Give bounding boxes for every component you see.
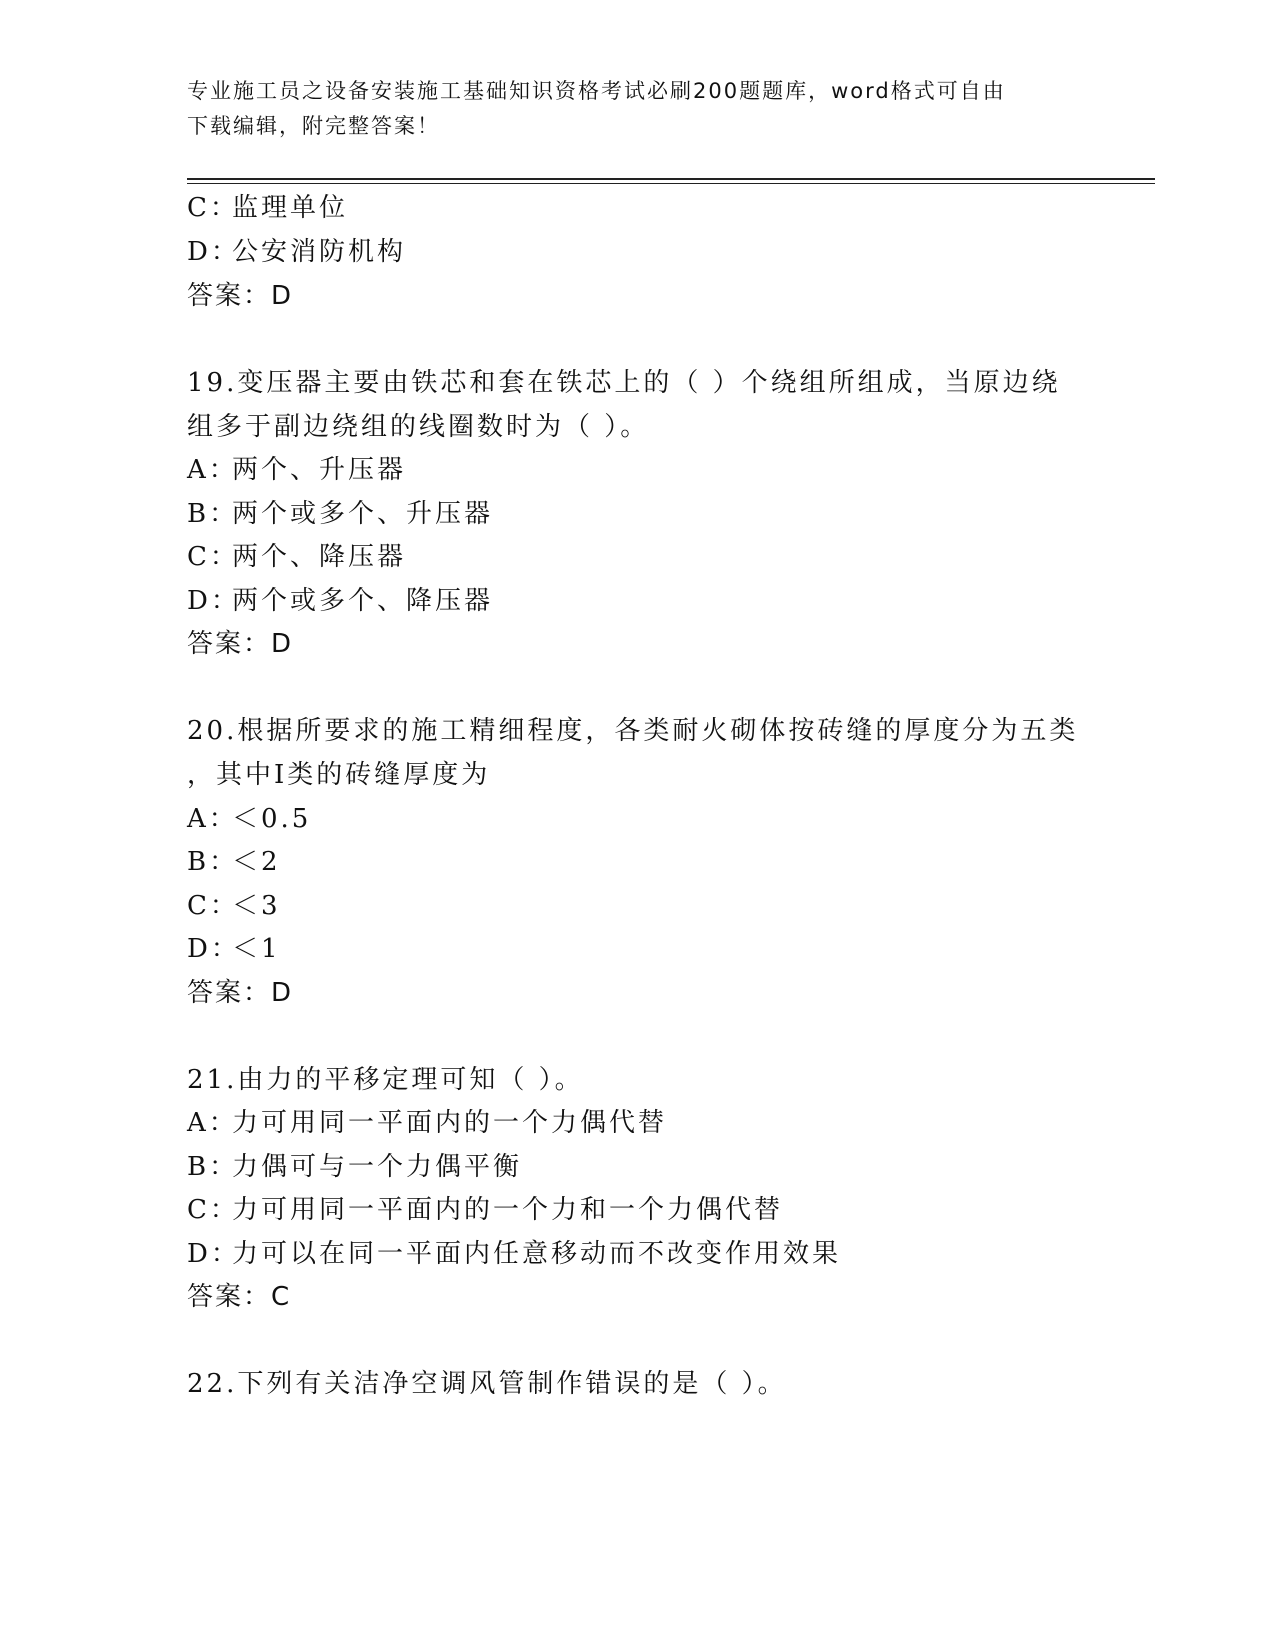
q20-option-b xyxy=(187,846,281,878)
option-text: 两个或多个、升压器 xyxy=(232,499,494,529)
q19-option-d xyxy=(187,585,493,617)
header-divider-thin xyxy=(187,183,1155,184)
option-key: D： xyxy=(187,586,240,616)
option-key: A： xyxy=(187,455,238,485)
q18-option-c xyxy=(187,192,348,224)
option-key: D： xyxy=(187,1239,240,1269)
document-header xyxy=(187,74,1077,144)
header-line-1: 专业施工员之设备安装施工基础知识资格考试必刷200题题库，word格式可自由 xyxy=(187,79,1006,103)
q20-option-c xyxy=(187,890,281,922)
option-text: 力可以在同一平面内任意移动而不改变作用效果 xyxy=(232,1239,842,1269)
q20-answer: 答案：D xyxy=(187,978,294,1008)
option-text: ＜1 xyxy=(232,934,281,964)
option-key: A： xyxy=(187,1108,238,1138)
q18-answer: 答案：D xyxy=(187,281,294,311)
q19-option-c xyxy=(187,541,406,573)
option-key: D： xyxy=(187,237,240,267)
option-key: B： xyxy=(187,1152,239,1182)
q19-option-b xyxy=(187,498,493,530)
option-key: B： xyxy=(187,847,239,877)
q21-option-b xyxy=(187,1151,522,1183)
option-key: C： xyxy=(187,1195,239,1225)
option-key: C： xyxy=(187,193,239,223)
option-text: 力偶可与一个力偶平衡 xyxy=(232,1152,523,1182)
q21-option-c xyxy=(187,1194,783,1226)
q18-option-d xyxy=(187,236,406,268)
option-key: C： xyxy=(187,542,239,572)
q19-question-line-1: 19.变压器主要由铁芯和套在铁芯上的（ ）个绕组所组成，当原边绕 xyxy=(187,368,1061,398)
option-key: A： xyxy=(187,804,238,834)
option-text: 公安消防机构 xyxy=(232,237,407,267)
option-text: 两个或多个、降压器 xyxy=(232,586,494,616)
option-text: ＜0.5 xyxy=(232,804,312,834)
header-line-2: 下载编辑，附完整答案！ xyxy=(187,114,440,138)
q19-option-a xyxy=(187,454,406,486)
q21-answer: 答案：C xyxy=(187,1282,292,1312)
q20-question-line-2: ，其中Ⅰ类的砖缝厚度为 xyxy=(187,760,491,790)
q19-answer: 答案：D xyxy=(187,629,294,659)
q20-option-a xyxy=(187,803,311,835)
q19-question-line-2: 组多于副边绕组的线圈数时为（ ）。 xyxy=(187,412,650,442)
q21-question-line-1: 21.由力的平移定理可知（ ）。 xyxy=(187,1065,584,1095)
option-text: 力可用同一平面内的一个力偶代替 xyxy=(232,1108,668,1138)
q21-option-a xyxy=(187,1107,667,1139)
option-text: 力可用同一平面内的一个力和一个力偶代替 xyxy=(232,1195,784,1225)
option-text: ＜3 xyxy=(232,891,281,921)
option-key: B： xyxy=(187,499,239,529)
q20-question-line-1: 20.根据所要求的施工精细程度，各类耐火砌体按砖缝的厚度分为五类 xyxy=(187,716,1079,746)
option-key: D： xyxy=(187,934,240,964)
option-text: 两个、升压器 xyxy=(232,455,407,485)
q20-option-d xyxy=(187,933,281,965)
option-text: 监理单位 xyxy=(232,193,349,223)
option-text: ＜2 xyxy=(232,847,281,877)
q21-option-d xyxy=(187,1238,841,1270)
q22-question-line-1: 22.下列有关洁净空调风管制作错误的是（ ）。 xyxy=(187,1369,787,1399)
header-divider-thick xyxy=(187,178,1155,180)
option-text: 两个、降压器 xyxy=(232,542,407,572)
option-key: C： xyxy=(187,891,239,921)
